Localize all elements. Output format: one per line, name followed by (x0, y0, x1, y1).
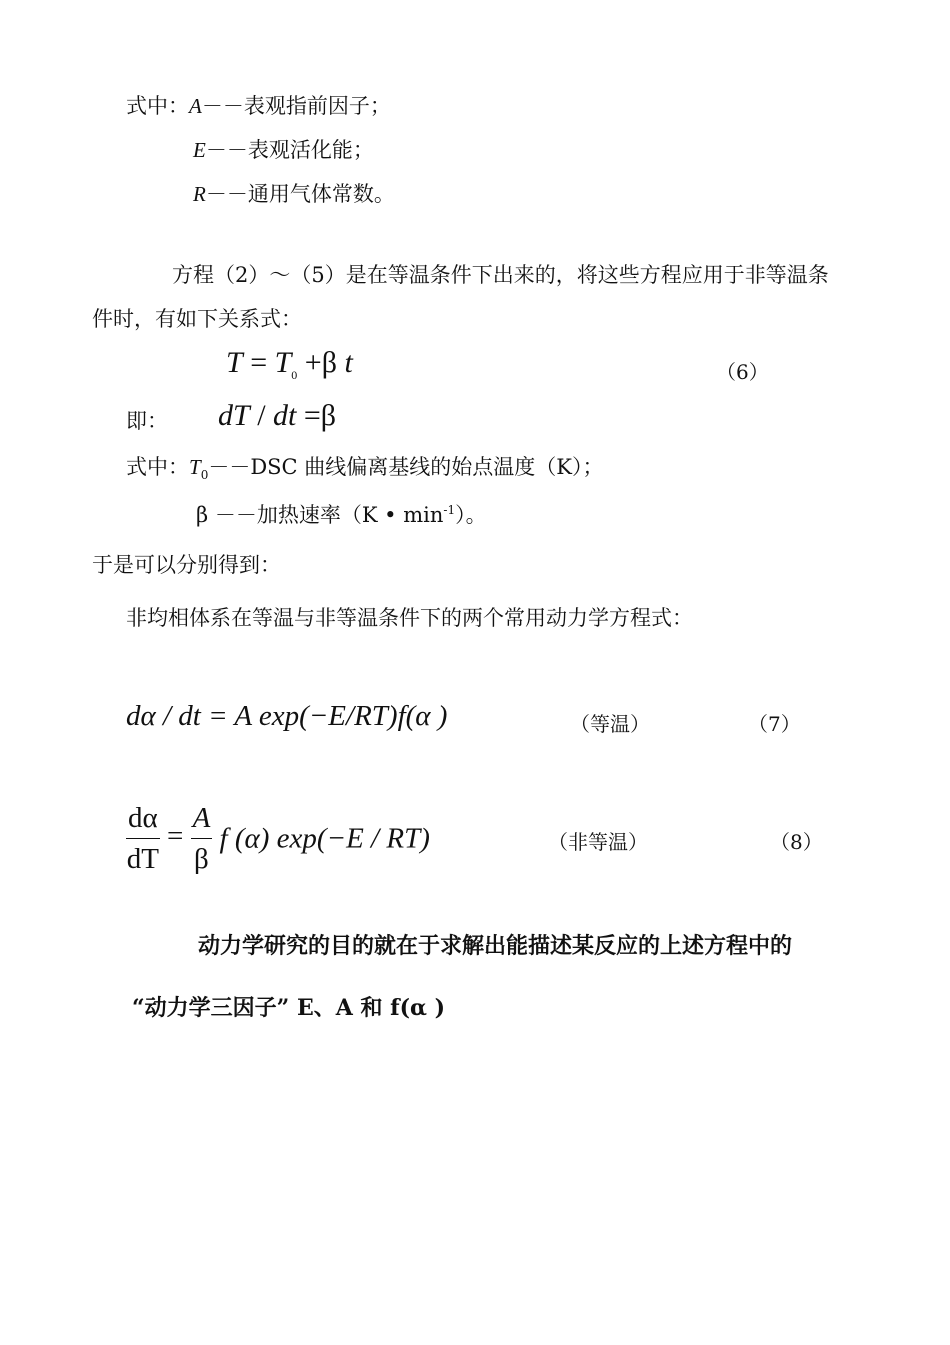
paragraph-2: 于是可以分别得到： (92, 553, 281, 577)
definition-line-R (193, 180, 395, 208)
ji-label: 即： (126, 409, 168, 433)
equation-7-number: （7） (748, 712, 801, 736)
equation-8-number: （8） (770, 830, 823, 854)
eq8-equals: = (166, 820, 184, 853)
ji-beta: β (320, 399, 337, 432)
definition-line-A (126, 92, 391, 120)
definition-prefix-2: 式中： (126, 455, 189, 479)
definition-beta-text-a: －－加热速率（K • min (208, 503, 444, 527)
definition-T0-text: －－DSC 曲线偏离基线的始点温度（K）； (208, 455, 604, 479)
symbol-A: A (189, 94, 202, 118)
paragraph-4-line-1: 动力学研究的目的就在于求解出能描述某反应的上述方程中的 (198, 933, 793, 959)
equation-7-condition: （等温） (570, 712, 650, 736)
paragraph-1-line-1: 方程（2）～（5）是在等温条件下出来的，将这些方程应用于非等温条 (172, 263, 829, 287)
definition-A-text: －－表观指前因子； (201, 94, 391, 118)
eq8-num1: dα (126, 800, 160, 839)
eq8-fraction-2 (191, 800, 213, 877)
ji-dT: dT (218, 399, 250, 432)
equation-6 (226, 346, 353, 383)
eq6-sub0: 0 (291, 368, 298, 382)
definition-prefix: 式中： (126, 94, 189, 118)
eq8-fraction-1 (126, 800, 160, 877)
ji-dt: dt (273, 399, 297, 432)
definition-beta-sup: -1 (443, 503, 456, 517)
eq8-rhs: f (α) exp(−E / RT) (219, 822, 430, 855)
definition-line-E (193, 136, 374, 164)
symbol-beta: β (196, 503, 209, 527)
definition-beta-text-b: ）。 (455, 503, 487, 527)
equation-7 (126, 700, 447, 733)
paragraph-4-line-2: “动力学三因子” E、A 和 f(α ) (132, 995, 445, 1021)
equation-dT-dt (218, 399, 336, 433)
eq8-den2: β (194, 843, 209, 875)
eq6-t: t (336, 346, 353, 379)
equation-8 (126, 800, 430, 877)
eq7-rhs: = A exp(−E/RT)f(α ) (200, 700, 448, 732)
symbol-T0-sub: 0 (200, 468, 209, 483)
eq8-den1: dT (126, 843, 159, 875)
definition-R-text: －－通用气体常数。 (205, 182, 395, 206)
paragraph-1-line-2: 件时，有如下关系式： (92, 307, 302, 331)
definition-line-beta (196, 496, 487, 529)
eq6-equals: = (242, 346, 275, 379)
eq8-num2: A (191, 800, 213, 839)
symbol-R: R (193, 182, 206, 206)
ji-slash: / (249, 399, 274, 432)
definition-E-text: －－表观活化能； (205, 138, 374, 162)
eq6-beta: β (321, 346, 337, 379)
eq6-plus: + (297, 346, 322, 379)
definition-line-T0 (126, 453, 603, 489)
equation-6-number: （6） (716, 360, 769, 384)
ji-equals: = (296, 399, 321, 432)
symbol-T0: T (189, 455, 201, 479)
eq6-T: T (226, 346, 243, 379)
eq6-T0: T (274, 346, 292, 379)
eq7-lhs: dα / dt (126, 700, 201, 732)
paragraph-3: 非均相体系在等温与非等温条件下的两个常用动力学方程式： (126, 606, 693, 630)
equation-8-condition: （非等温） (548, 830, 648, 854)
symbol-E: E (193, 138, 206, 162)
